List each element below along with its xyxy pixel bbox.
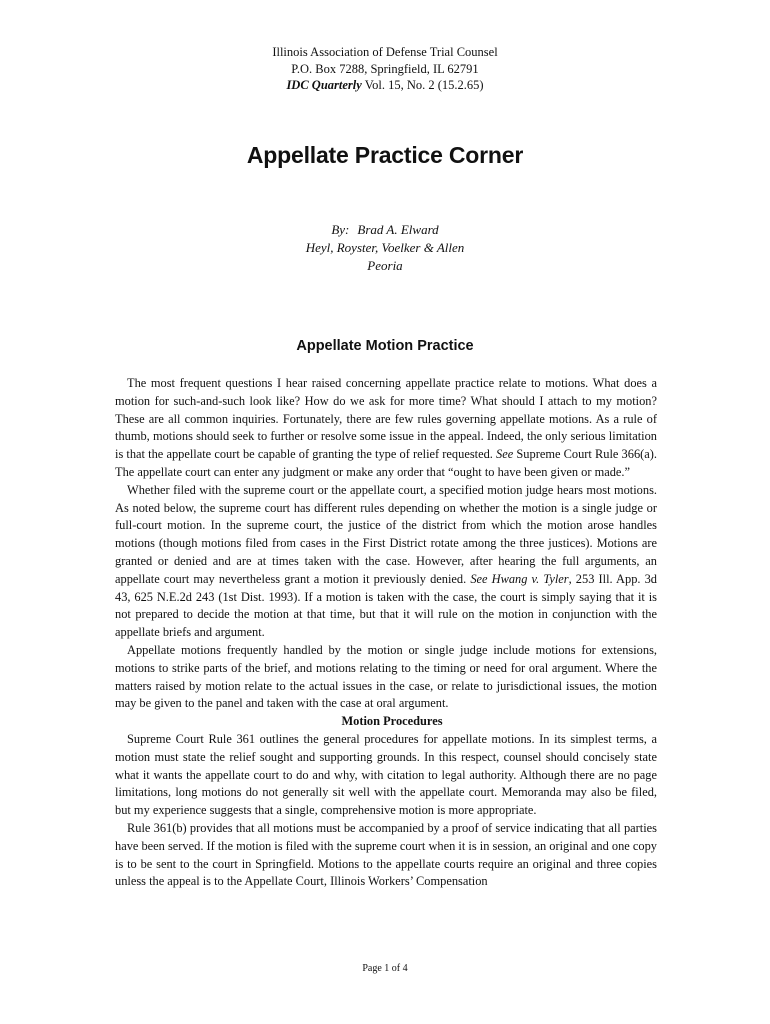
by-label: By: <box>331 222 350 237</box>
case-citation: See Hwang v. Tyler <box>470 571 569 586</box>
organization-address: P.O. Box 7288, Springfield, IL 62791 <box>291 61 479 76</box>
journal-name: IDC Quarterly <box>286 78 362 92</box>
firm-city: Peoria <box>367 258 403 273</box>
author-name: Brad A. Elward <box>357 222 439 237</box>
law-firm: Heyl, Royster, Voelker & Allen <box>305 240 465 255</box>
paragraph: Appellate motions frequently handled by the motion or single judge include motions for extensions, motions to strike parts of the brief, and motions relating to the timing or need for oral argument. Where the matters raised by motion relate to the actual issues in the case, or relate to jurisdictional issues, the motion may be given to the panel and taken with the case at oral argument. <box>115 642 657 711</box>
paragraph: Supreme Court Rule 361 outlines the general procedures for appellate motions. In its simplest terms, a motion must state the relief sought and supporting grounds. In this respect, counsel should concisely state what it wants the appellate court to do and why, with citation to legal authority. Although there are no page limitations, long motions do not generally sit well with the appellate court. Memoranda may also be filed, but my experience suggests that a single, comprehensive motion is more appropriate. <box>115 731 657 818</box>
article-body <box>115 375 657 891</box>
letterhead <box>0 44 770 94</box>
subheading: Motion Procedures <box>341 714 443 729</box>
citation-signal: See <box>496 447 514 462</box>
paragraph: Whether filed with the supreme court or the appellate court, a specified motion judge hears most motions. As noted below, the supreme court has different rules depending on whether the motion is a single judge or full-court motion. In the supreme court, the justice of the district from which the motion arose handles motions (though motions filed from cases in the First District rotate among the three justices). Motions are granted or denied and are at times taken with the case. However, after hearing the full arguments, an appellate court may nevertheless grant a motion it previously denied. See Hwang v. Tyler, 253 Ill. App. 3d 43, 625 N.E.2d 243 (1st Dist. 1993). If a motion is taken with the case, the court is simply saying that it is not prepared to decide the motion at that time, but that it will rule on the motion in conjunction with the appellate briefs and argument. <box>115 482 658 640</box>
byline <box>0 221 770 275</box>
paragraph: The most frequent questions I hear raised concerning appellate practice relate to motions. What does a motion for such-and-such look like? How do we ask for more time? What should I attach to my motion? These are all common inquiries. Fortunately, there are few rules governing appellate motions. As a rule of thumb, motions should seek to further or resolve some issue in the appeal. Indeed, the only serious limitation is that the appellate court be capable of granting the type of relief requested. See Supreme Court Rule 366(a). The appellate court can enter any judgment or make any order that “ought to have been given or made.” <box>115 376 657 479</box>
organization-name: Illinois Association of Defense Trial Counsel <box>272 45 498 59</box>
section-heading: Appellate Motion Practice <box>296 338 474 354</box>
paragraph: Rule 361(b) provides that all motions must be accompanied by a proof of service indicating that all parties have been served. If the motion is filed with the supreme court when it is in session, an original and one copy is to be sent to the court in Springfield. Motions to the appellate courts require an original and three copies unless the appeal is to the Appellate Court, Illinois Workers’ Compensation <box>115 820 657 889</box>
journal-citation <box>0 77 770 94</box>
journal-issue: Vol. 15, No. 2 (15.2.65) <box>361 78 484 92</box>
article-title: Appellate Practice Corner <box>246 142 524 168</box>
page-number: Page 1 of 4 <box>362 963 408 974</box>
